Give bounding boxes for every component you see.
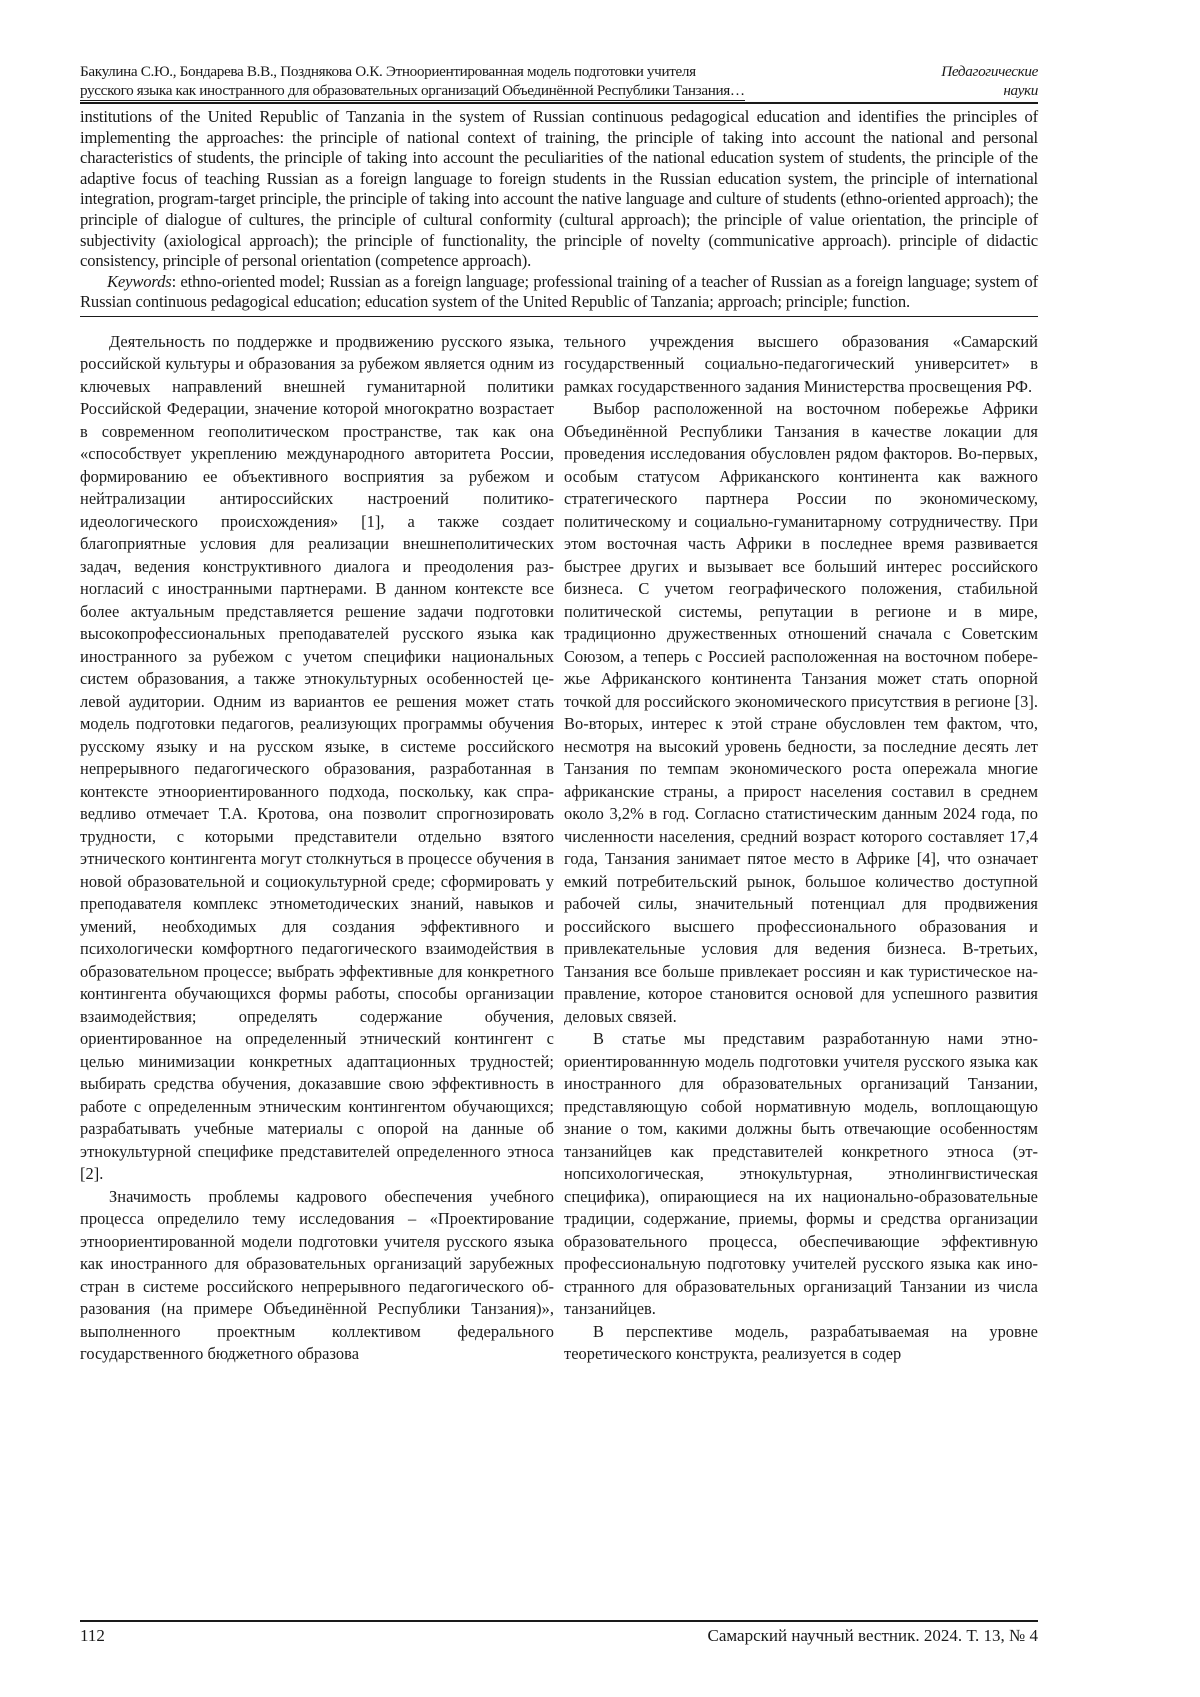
right-column [564,331,1038,1366]
paragraph: В перспективе модель, разрабатываемая на уровне теоретического конструкта, реализуется в содер [564,1321,1038,1364]
left-column [80,331,554,1366]
keywords-label: Keywords [107,271,172,291]
page-number: 112 [80,1626,105,1645]
footer-rule [80,1620,1038,1622]
paragraph-continuation: тельного учреждения высшего образования «Самарский государственный социально-педагогический университет» в рамках государственного задания Министерства просвещения РФ. [564,331,1038,396]
running-header [80,62,1038,106]
journal-page [80,62,1038,1366]
abstract-text: institutions of the United Republic of Tanzania in the system of Russian continuous pedagogical education and identifies the principles of implementing the approaches: the principle of national context of training, the principle of taking into account the national and personal characteristics of students, the principle of taking into account the peculiarities of the national education system of students, the principle of the adaptive focus of teaching Russian as a foreign language to foreign students in the Russian education system, the principle of international integration, program-target principle, the principle of taking into account the native language and culture of students (ethno-oriented approach); the principle of dialogue of cultures, the principle of cultural conformity (cultural approach); the principle of value orientation, the principle of subjectivity (axiological approach); the principle of functionality, the principle of novelty (communicative approach). principle of didactic consistency, principle of personal orientation (competence approach). [80,107,1038,271]
running-header-line-2: русского языка как иностранного для образовательных организаций Объединённой Республики Танзания… [80,82,745,99]
journal-citation: Самарский научный вестник. 2024. Т. 13, № 4 [707,1626,1038,1645]
abstract-divider [80,316,1038,317]
running-header-citation [80,62,900,101]
english-abstract [80,107,1038,313]
section-label-line-2: науки [1003,82,1038,99]
header-rule [80,102,1038,104]
paragraph: Значимость проблемы кадрового обеспечения учебного процесса определило тему исследования – «Проектирование этноориентированной модели подготовки учителя русского языка как иностранного для образовательных организаций зарубежных стран в системе российского непрерывного педагогического образования (на примере Объединённой Республики Танзания)», выполненного проектным коллективом федерального государственного бюджетного образова [80,1186,554,1364]
paragraph: Деятельность по поддержке и продвижению русского языка, российской культуры и образования за рубежом является одним из ключевых направлений внешней гуманитарной политики Российской Федерации, значение которой многократно возрастает в современном геополитическом пространстве, так как она «способствует укреплению международного авторитета России, формированию ее объективного восприятия за рубежом и нейтрализации антироссийских настроений политико-идеологического происхождения» [1], а также создает благоприятные условия для реализации внешнеполитических задач, ведения конструктивного диалога и преодоления разногласий с иностранными партнерами. В данном контексте все более актуальным представляется решение задачи подготовки высокопрофессиональных преподавателей русского языка как иностранного за рубежом с учетом специфики национальных систем образования, а также этнокультурных особенностей целевой аудитории. Одним из вариантов ее решения может стать модель подготовки педагогов, реализующих программы обучения русскому языку и на русском языке, в системе российского непрерывного педагогического образования, разработанная в контексте этноориентированного подхода, поскольку, как справедливо отмечает Т.А. Кротова, она позволит спрогнозировать трудности, с которыми представители отдельно взятого этнического контингента могут столкнуться в процессе обучения в новой образовательной и социокультурной среде; сформировать у преподавателя комплекс этнометодических знаний, навыков и умений, необходимых для создания эффективного и психологически комфортного педагогического взаимодействия в образовательном процессе; выбрать эффективные для конкретного контингента обучающихся формы работы, способы организации взаимодействия; определять содержание обучения, ориентированное на определенный этнический контингент с целью минимизации конкретных адаптационных трудностей; выбирать средства обучения, доказавшие свою эффективность в работе с определенным этническим контингентом обучающихся; разрабатывать учебные материалы с опорой на данные об этнокультурной специфике представителей определенного этноса [2]. [80,331,554,1184]
keywords [80,272,1038,313]
keywords-text: : ethno-oriented model; Russian as a foreign language; professional training of a teacher of Russian as a foreign language; system of Russian continuous pedagogical education; education system of the United Republic of Tanzania; approach; principle; function. [80,271,1038,312]
running-header-line-1: Бакулина С.Ю., Бондарева В.В., Позднякова О.К. Этноориентированная модель подготовки учителя [80,63,696,80]
section-label-line-1: Педагогические [941,63,1038,80]
body-columns [80,331,1038,1366]
paragraph: Выбор расположенной на восточном побережье Африки Объединённой Республики Танзания в качестве локации для проведения исследования обусловлен рядом факторов. Во-первых, особым статусом Африканского континента как важного стратегического партнера России по экономическому, политическому и социально-гуманитарному сотрудничеству. При этом восточная часть Африки в последнее время развивается быстрее других и вызывает все больший интерес российского бизнеса. С учетом географического положения, стабильной политической системы, репутации в регионе и в мире, традиционно дружественных отношений сначала с Советским Союзом, а теперь с Россией расположенная на восточном побережье Африканского континента Танзания может стать опорной точкой для российского экономического присутствия в регионе [3]. Во-вторых, интерес к этой стране обусловлен тем фактом, что, несмотря на высокий уровень бедности, за последние десять лет Танзания по темпам экономического роста опережала многие африканские страны, а прирост населения составил в среднем около 3,2% в год. Согласно статистическим данным 2024 года, по численности населения, средний возраст которого составляет 17,4 года, Танзания занимает пятое место в Африке [4], что означает емкий потребительский рынок, большое количество доступной рабочей силы, значительный потенциал для продвижения российского высшего профессионального образования и привлекательные условия для ведения бизнеса. В-третьих, Танзания все больше привлекает россиян и как туристическое направление, которое становится основой для успешного развития деловых связей. [564,399,1038,1026]
paragraph: В статье мы представим разработанную нами этноориентированнную модель подготовки учителя русского языка как иностранного для образовательных организаций Танзании, представляющую собой нормативную модель, воплощающую знание о том, какими должны быть отвечающие особенностям танзанийцев как представителей конкретного этноса (этнопсихологическая, этнокультурная, этнолингвистическая специфика), опирающиеся на их национально-образовательные традиции, содержание, приемы, формы и средства организации образовательного процесса, обеспечивающие эффективную профессиональную подготовку учителей русского языка как иностранного для образовательных организаций Танзании из числа танзанийцев. [564,1029,1038,1319]
section-label [941,62,1038,100]
